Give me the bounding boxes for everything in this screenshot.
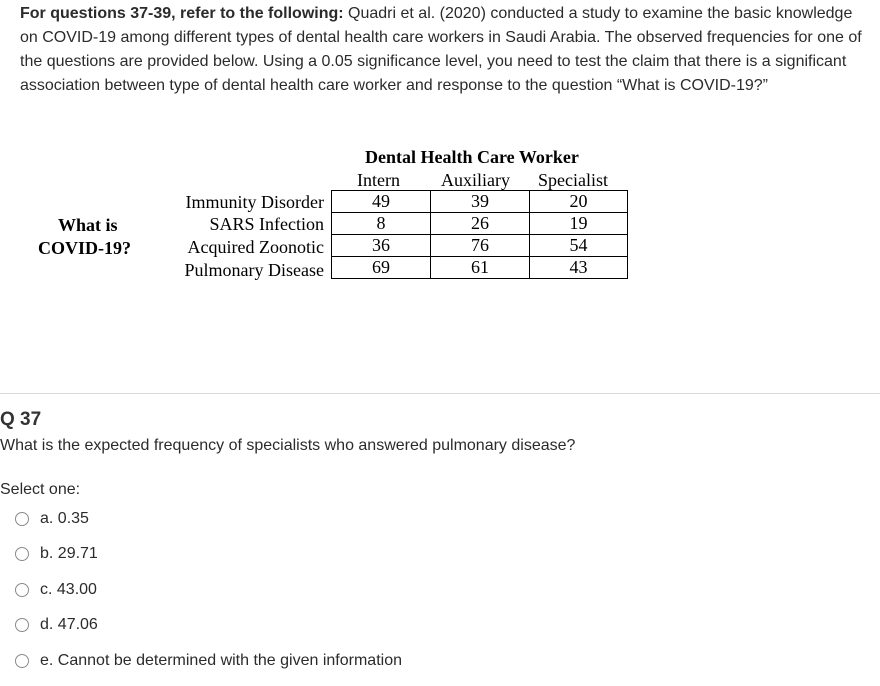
column-header-intern: Intern bbox=[357, 170, 400, 190]
radio-button-icon[interactable] bbox=[15, 654, 29, 668]
section-divider bbox=[0, 393, 880, 394]
row-label-pulmonary-disease: Pulmonary Disease bbox=[184, 260, 324, 280]
table-row bbox=[332, 191, 628, 213]
option-label: b. 29.71 bbox=[40, 545, 98, 562]
row-group-label-line1: What is bbox=[58, 215, 118, 235]
column-header-specialist: Specialist bbox=[538, 170, 608, 190]
radio-button-icon[interactable] bbox=[15, 583, 29, 597]
row-label-acquired-zoonotic: Acquired Zoonotic bbox=[187, 237, 324, 257]
cell: 36 bbox=[332, 235, 431, 257]
cell: 20 bbox=[530, 191, 628, 213]
table-header-title: Dental Health Care Worker bbox=[365, 147, 579, 167]
radio-button-icon[interactable] bbox=[15, 547, 29, 561]
option-d[interactable] bbox=[15, 613, 98, 637]
select-one-label: Select one: bbox=[0, 481, 81, 498]
frequency-grid bbox=[331, 190, 628, 279]
question-number: Q 37 bbox=[0, 409, 42, 430]
row-label-immunity-disorder: Immunity Disorder bbox=[185, 192, 324, 212]
option-label: c. 43.00 bbox=[40, 581, 97, 598]
cell: 43 bbox=[530, 257, 628, 279]
cell: 69 bbox=[332, 257, 431, 279]
option-label: a. 0.35 bbox=[40, 510, 89, 527]
option-e[interactable] bbox=[15, 649, 402, 673]
row-label-sars-infection: SARS Infection bbox=[209, 214, 324, 234]
cell: 8 bbox=[332, 213, 431, 235]
contingency-table bbox=[0, 0, 880, 300]
table-row bbox=[332, 257, 628, 279]
question-text: What is the expected frequency of specialists who answered pulmonary disease? bbox=[0, 437, 576, 454]
column-header-auxiliary: Auxiliary bbox=[441, 170, 510, 190]
radio-button-icon[interactable] bbox=[15, 618, 29, 632]
row-group-label-line2: COVID-19? bbox=[38, 238, 131, 258]
cell: 26 bbox=[431, 213, 530, 235]
table-row bbox=[332, 213, 628, 235]
option-a[interactable] bbox=[15, 507, 89, 531]
cell: 39 bbox=[431, 191, 530, 213]
intro-text: Quadri et al. (2020) conducted a study to examine the basic knowledge on COVID-19 among different types of dental health care workers in Saudi Arabia. The observed frequencies for one of the questions are provided below. Using a 0.05 significance level, you need to test the claim that there is a significant association between type of dental health care worker and response to the question “What is COVID-19?” bbox=[20, 5, 862, 94]
cell: 76 bbox=[431, 235, 530, 257]
cell: 61 bbox=[431, 257, 530, 279]
option-b[interactable] bbox=[15, 542, 98, 566]
table-row bbox=[332, 235, 628, 257]
option-label: d. 47.06 bbox=[40, 616, 98, 633]
cell: 19 bbox=[530, 213, 628, 235]
option-c[interactable] bbox=[15, 578, 97, 602]
intro-bold-lead: For questions 37-39, refer to the following: bbox=[20, 5, 344, 22]
option-label: e. Cannot be determined with the given information bbox=[40, 652, 402, 669]
radio-button-icon[interactable] bbox=[15, 512, 29, 526]
cell: 54 bbox=[530, 235, 628, 257]
cell: 49 bbox=[332, 191, 431, 213]
